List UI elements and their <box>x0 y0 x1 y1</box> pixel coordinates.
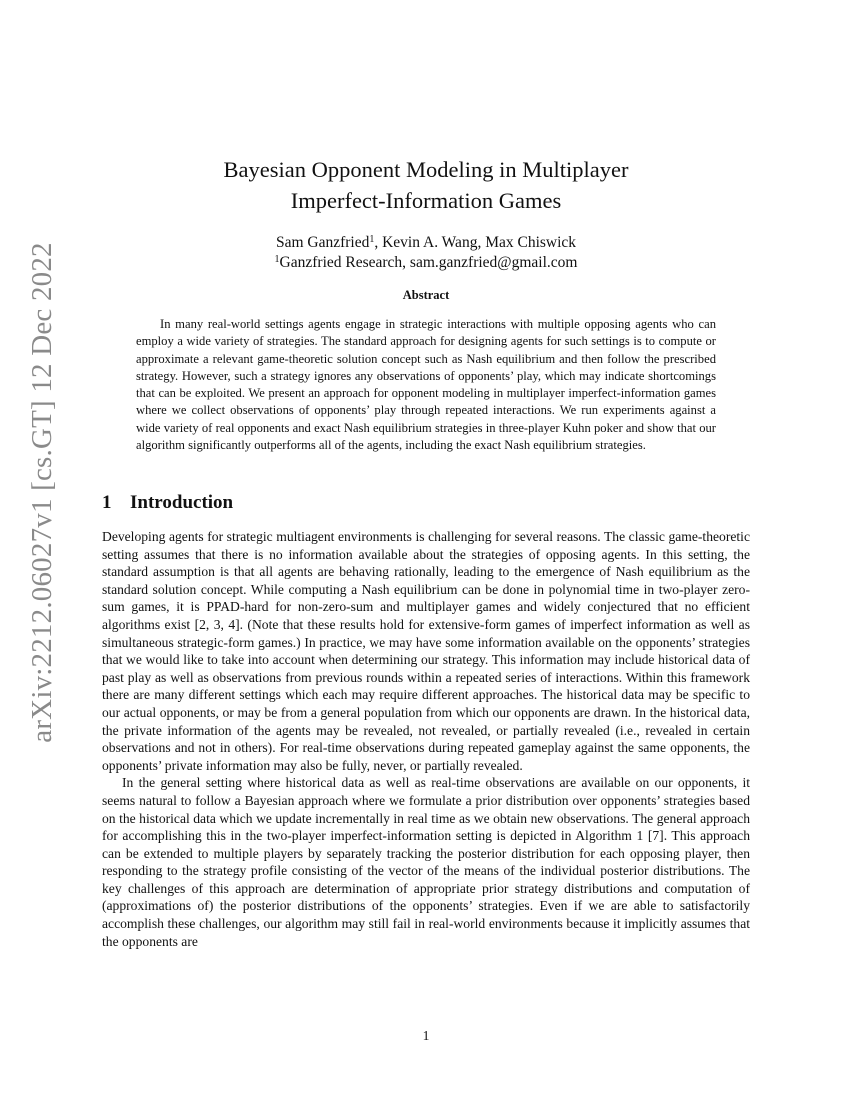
author-list <box>102 233 750 253</box>
author-block <box>102 233 750 273</box>
arxiv-identifier-text: arXiv:2212.06027v1 [cs.GT] 12 Dec 2022 <box>25 241 58 743</box>
section-number: 1 <box>102 492 112 513</box>
first-author: Sam Ganzfried <box>275 234 370 251</box>
section-title: Introduction <box>130 492 234 513</box>
abstract-heading: Abstract <box>402 288 450 302</box>
paper-title-line-2: Imperfect-Information Games <box>290 188 562 213</box>
introduction-paragraph-1: Developing agents for strategic multiagent environments is challenging for several reasons. The classic game-theoretic setting assumes that there is no information available about the strategies of opposing agents. In this setting, the standard assumption is that all agents are behaving rationally, leading to the emergence of Nash equilibrium as the standard solution concept. While computing a Nash equilibrium can be done in polynomial time in two-player zero-sum games, it is PPAD-hard for non-zero-sum and multiplayer games and widely conjectured that no efficient algorithms exist [2, 3, 4]. (Note that these results hold for extensive-form games of imperfect information as well as simultaneous strategic-form games.) In practice, we may have some information available on the opponents’ strategies that we would like to take into account when determining our strategy. This information may include historical data of past play as well as observations from previous rounds within a repeated series of interactions. Within this framework there are many different settings which each may require different approaches. The historical data may be specific to our actual opponents, or may be from a general population from which our opponents are drawn. In the historical data, the private information of the agents may be revealed, not revealed, or partially revealed (i.e., revealed in certain observations and not in others). For real-time observations during repeated gameplay against the same opponents, the opponents’ private information may also be fully, never, or partially revealed. <box>102 529 750 773</box>
affiliation-line <box>102 253 750 273</box>
section-heading-introduction <box>102 490 233 516</box>
affiliation-text: Ganzfried Research, sam.ganzfried@gmail.com <box>279 254 578 271</box>
arxiv-identifier-stamp <box>22 241 62 743</box>
paper-title-line-1: Bayesian Opponent Modeling in Multiplayer <box>223 157 629 182</box>
affiliation-mark: 1 <box>274 254 280 265</box>
introduction-paragraph-2: In the general setting where historical data as well as real-time observations are available on our opponents, it seems natural to follow a Bayesian approach where we formulate a prior distribution over opponents’ strategies based on the historical data which we update incrementally in real time as we obtain new observations. The general approach for accomplishing this in the two-player imperfect-information setting is depicted in Algorithm 1 [7]. This approach can be extended to multiple players by separately tracking the posterior distribution for each opposing player, then responding to the strategy profile consisting of the vector of the means of the individual posterior distributions. The key challenges of this approach are determination of appropriate prior strategy distributions and computation of (approximations of) the posterior distributions of the opponents’ strategies. Even if we are able to satisfactorily accomplish these challenges, our algorithm may still fail in real-world environments because it implicitly assumes that the opponents are <box>102 775 750 949</box>
first-author-affiliation-mark: 1 <box>369 234 375 245</box>
abstract-body: In many real-world settings agents engage in strategic interactions with multiple opposing agents who can employ a wide variety of strategies. The standard approach for designing agents for such settings is to compute or approximate a relevant game-theoretic solution concept such as Nash equilibrium and then follow the prescribed strategy. However, such a strategy ignores any observations of opponents’ play, which may indicate shortcomings that can be exploited. We present an approach for opponent modeling in multiplayer imperfect-information games where we collect observations of opponents’ play through repeated interactions. We run experiments against a wide variety of real opponents and exact Nash equilibrium strategies in three-player Kuhn poker and show that our algorithm significantly outperforms all of the agents, including the exact Nash equilibrium strategies. <box>136 317 716 453</box>
paper-title <box>102 154 750 216</box>
other-authors: , Kevin A. Wang, Max Chiswick <box>374 234 577 251</box>
introduction-body <box>102 528 750 950</box>
page-number: 1 <box>422 1028 430 1043</box>
